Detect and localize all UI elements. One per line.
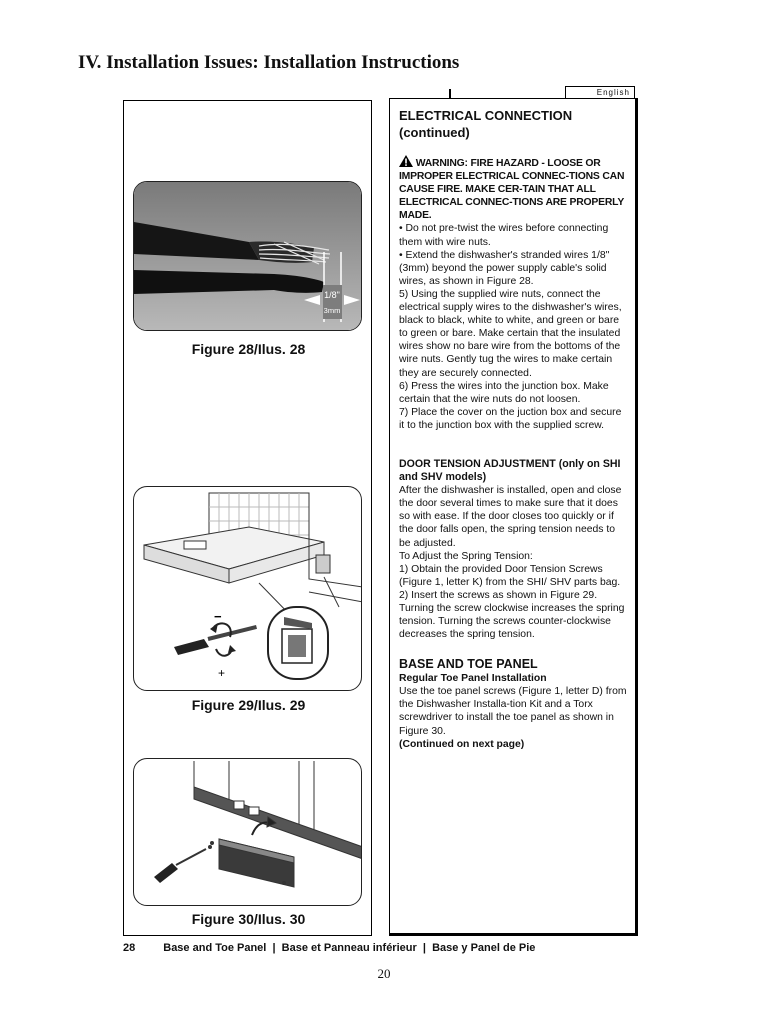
- page-number: 20: [377, 966, 391, 981]
- paragraph: • Extend the dishwasher's stranded wires 1/8" (3mm) beyond the power supply cable's solid wires, as shown in Figure 28.: [399, 249, 610, 287]
- measure-mm-label: 3mm: [323, 306, 341, 315]
- figures-panel: [123, 100, 372, 936]
- footer-page-number: 28: [123, 942, 136, 954]
- figure-29-image: [133, 486, 362, 691]
- minus-sign: −: [214, 609, 222, 624]
- measure-inch-label: 1/8": [324, 290, 340, 300]
- plus-sign: +: [218, 666, 226, 680]
- language-tab: English: [565, 86, 635, 98]
- warning-text: WARNING: FIRE HAZARD - LOOSE OR IMPROPER ELECTRICAL CONNEC-TIONS CAN CAUSE FIRE. MAKE CER-TAIN THAT ALL ELECTRICAL CONNEC-TIONS ARE PROPERLY MADE.: [399, 158, 625, 222]
- paragraph: 1) Obtain the provided Door Tension Screws (Figure 1, letter K) from the SHI/ SHV parts bag.: [399, 563, 621, 588]
- warning-triangle-icon: [399, 158, 416, 169]
- continued-note: (Continued on next page): [399, 738, 525, 750]
- footer-text: Base and Toe Panel | Base et Panneau inférieur | Base y Panel de Pie: [163, 942, 536, 954]
- figure-29-caption: Figure 29/Ilus. 29: [191, 697, 306, 713]
- paragraph: 6) Press the wires into the junction box. Make certain that the wire nuts do not loosen.: [399, 380, 609, 405]
- paragraph: To Adjust the Spring Tension:: [399, 550, 533, 562]
- base-toe-heading: BASE AND TOE PANEL: [399, 657, 538, 672]
- figure-28-image: [133, 181, 362, 331]
- figure-28-caption: Figure 28/Ilus. 28: [191, 341, 306, 357]
- paragraph: Use the toe panel screws (Figure 1, letter D) from the Dishwasher Installa-tion Kit and a Torx screwdriver to install the toe panel as shown in Figure 30.: [399, 686, 627, 737]
- warning-block: [399, 155, 628, 222]
- figure-30-image: [133, 758, 362, 906]
- figure-30-caption: Figure 30/Ilus. 30: [191, 911, 306, 927]
- paragraph: 7) Place the cover on the juction box and secure it to the junction box with the supplied screw.: [399, 406, 622, 431]
- electrical-heading: ELECTRICAL CONNECTION (continued): [399, 108, 573, 140]
- page-footer: [123, 942, 535, 954]
- paragraph: • Do not pre-twist the wires before connecting them with wire nuts.: [399, 223, 609, 248]
- instructions-panel: [389, 98, 638, 936]
- paragraph: 2) Insert the screws as shown in Figure 29. Turning the screw clockwise increases the spring tension. Turning the screws counter-clockwise decreases the spring tension.: [399, 589, 625, 641]
- door-tension-heading: DOOR TENSION ADJUSTMENT (only on SHI and SHV models): [399, 457, 621, 484]
- base-toe-subheading: Regular Toe Panel Installation: [399, 673, 547, 685]
- section-title: IV. Installation Issues: Installation Instructions: [78, 52, 460, 73]
- paragraph: 5) Using the supplied wire nuts, connect the electrical supply wires to the dishwasher's wires, black to black, white to white, and green or bare to green or bare. Make certain that the insulated wires show no bare wire from the bottoms of the wire nuts. Gently tug the wires to make certain they are securely connected.: [399, 288, 622, 379]
- paragraph: After the dishwasher is installed, open and close the door several times to make sure that it does so with ease. If the door closes too quickly or if the door falls open, the spring tension needs to be adjusted.: [399, 485, 622, 549]
